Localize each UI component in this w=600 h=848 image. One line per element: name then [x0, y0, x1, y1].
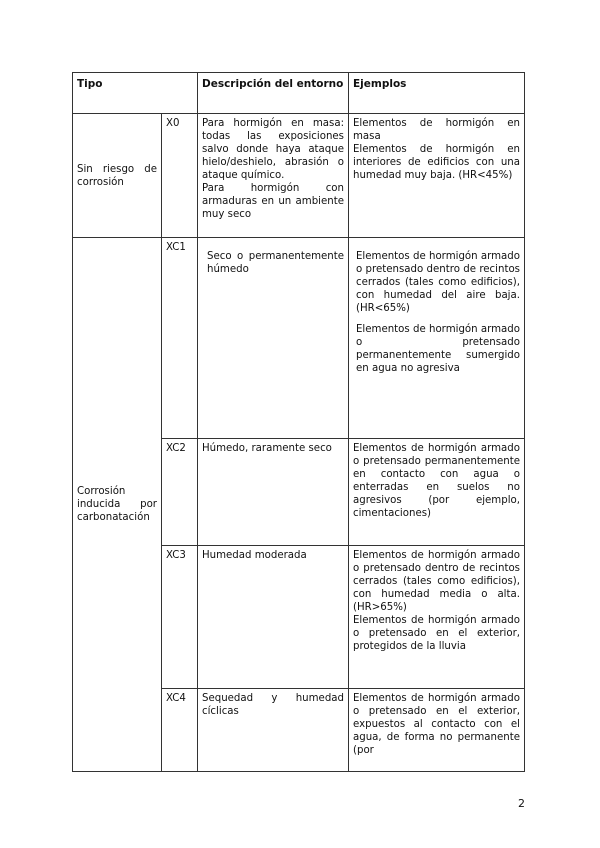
descripcion-paragraph: Para hormigón en masa: todas las exposiciones salvo donde haya ataque hielo/deshielo, abrasión o ataque químico.	[202, 118, 344, 181]
descripcion-paragraph: Para hormigón con armaduras en un ambiente muy seco	[202, 183, 344, 220]
ejemplos-paragraph: Elementos de hormigón en interiores de edificios con una humedad muy baja. (HR<45%)	[353, 144, 520, 181]
descripcion-cell: Seco o permanentemente húmedo	[198, 238, 349, 439]
code-cell: XC1	[162, 238, 198, 439]
ejemplos-paragraph: Elementos de hormigón en masa	[353, 118, 520, 142]
descripcion-cell: Húmedo, raramente seco	[198, 439, 349, 546]
descripcion-cell: Humedad moderada	[198, 546, 349, 689]
header-tipo: Tipo	[73, 73, 198, 114]
code-cell: XC2	[162, 439, 198, 546]
ejemplos-cell	[349, 238, 525, 439]
code-cell: X0	[162, 114, 198, 238]
ejemplos-cell: Elementos de hormigón armado o pretensado en el exterior, expuestos al contacto con el agua, de forma no permanente (por	[349, 689, 525, 772]
code-cell: XC4	[162, 689, 198, 772]
ejemplos-paragraph: Elementos de hormigón armado o pretensado en el exterior, protegidos de la lluvia	[353, 615, 520, 652]
code-cell: XC3	[162, 546, 198, 689]
ejemplos-paragraph: Elementos de hormigón armado o pretensado dentro de recintos cerrados (tales como edificios), con humedad del aire baja. (HR<65%)	[356, 251, 520, 314]
ejemplos-paragraph: Elementos de hormigón armado o pretensado permanentemente sumergido en agua no agresiva	[356, 324, 520, 374]
ejemplos-cell: Elementos de hormigón armado o pretensado permanentemente en contacto con agua o enterradas en suelos no agresivos (por ejemplo, cimentaciones)	[349, 439, 525, 546]
exposure-classes-table	[72, 72, 525, 772]
header-descripcion: Descripción del entorno	[198, 73, 349, 114]
descripcion-cell: Sequedad y humedad cíclicas	[198, 689, 349, 772]
table-header-row	[73, 73, 525, 114]
descripcion-cell	[198, 114, 349, 238]
tipo-cell: Corrosión inducida por carbonatación	[73, 238, 162, 772]
header-ejemplos: Ejemplos	[349, 73, 525, 114]
ejemplos-cell	[349, 114, 525, 238]
table-row	[73, 238, 525, 439]
tipo-cell: Sin riesgo de corrosión	[73, 114, 162, 238]
table-row	[73, 114, 525, 238]
page-number: 2	[518, 797, 525, 810]
ejemplos-paragraph: Elementos de hormigón armado o pretensado dentro de recintos cerrados (tales como edificios), con humedad media o alta. (HR>65%)	[353, 550, 520, 613]
ejemplos-cell	[349, 546, 525, 689]
